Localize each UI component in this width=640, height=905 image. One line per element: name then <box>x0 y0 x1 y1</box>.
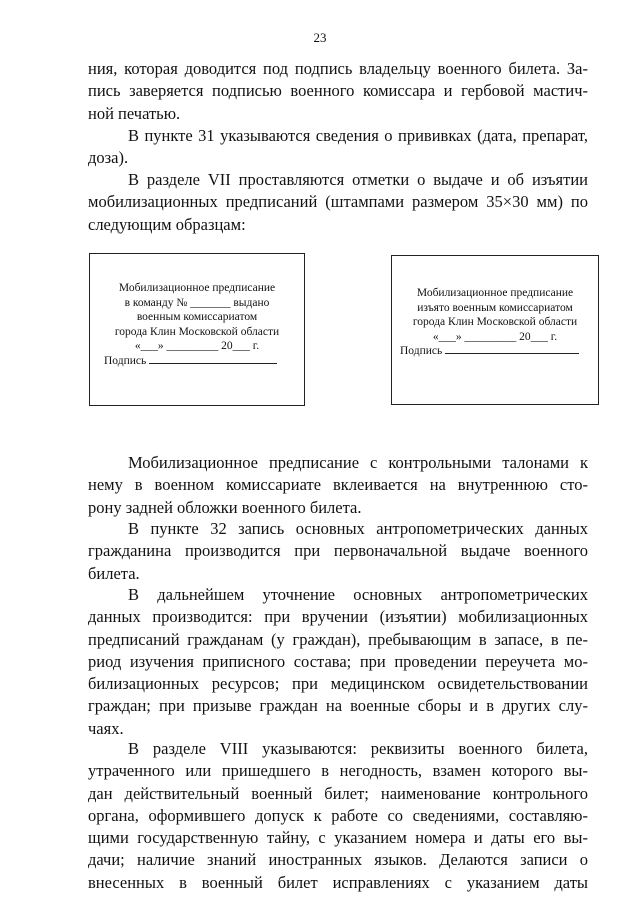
stamp-signature-row <box>90 354 304 369</box>
stamp-line: Мобилизационное предписание <box>118 282 276 294</box>
text-line: пись заверяется подписью военного комиссара и гербовой мастич- <box>88 81 588 101</box>
text-line: билизационных ресурсов; при медицинском освидетельствовании <box>88 674 588 694</box>
signature-label: Подпись <box>104 354 147 367</box>
signature-label: Подпись <box>400 345 443 357</box>
stamp-issue-sample <box>89 253 305 406</box>
signature-line <box>149 362 277 364</box>
paragraph-signature-note <box>88 58 588 125</box>
page-number: 23 <box>313 30 327 45</box>
stamp-line: изъято военным комиссариатом <box>417 301 573 314</box>
paragraph-anthropometric-update <box>88 584 588 740</box>
stamp-withdraw-sample <box>391 255 599 405</box>
text-line: рону задней обложки военного билета. <box>88 497 362 517</box>
text-line: ной печатью. <box>88 103 181 123</box>
text-line: следующим образцам: <box>88 214 246 234</box>
text-line: мобилизационных предписаний (штампами размером 35×30 мм) по <box>88 192 588 212</box>
text-line: доза). <box>88 148 129 168</box>
paragraph-vaccinations <box>88 125 588 170</box>
paragraph-section-vii <box>88 169 588 236</box>
stamp-line: в команду № _______ выдано <box>124 296 270 309</box>
text-line: гражданина производится при первоначальной выдаче военного <box>88 541 588 561</box>
stamp-signature-row <box>392 344 598 359</box>
stamp-line: города Клин Московской области <box>412 316 578 328</box>
stamp-line: военным комиссариатом <box>136 311 258 323</box>
text-line: В пункте 32 запись основных антропометрических данных <box>128 519 588 538</box>
text-line: граждан; при призыве граждан на военные сборы и в других слу- <box>88 696 588 716</box>
text-line: риод изучения приписного состава; при проведении переучета мо- <box>88 651 588 671</box>
text-line: Мобилизационное предписание с контрольными талонами к <box>128 453 588 472</box>
text-line: ния, которая доводится под подпись владельцу военного билета. За- <box>88 59 588 78</box>
text-line: В разделе VII проставляются отметки о выдаче и об изъятии <box>128 170 588 189</box>
text-line: нему в военном комиссариате вклеивается на внутреннюю сто- <box>88 475 588 495</box>
text-line: данных производится: при вручении (изъятии) мобилизационных <box>88 607 588 627</box>
stamp-line: города Клин Московской области <box>114 325 280 338</box>
text-line: дан действительный военный билет; наименование контрольного <box>88 783 588 803</box>
stamp-line: Мобилизационное предписание <box>416 287 574 299</box>
text-line: В разделе VIII указываются: реквизиты военного билета, <box>128 739 588 758</box>
stamp-line: «___» _________ 20___ г. <box>432 330 558 343</box>
text-line: билета. <box>88 563 140 583</box>
text-line: утраченного или пришедшего в негодность, взамен которого вы- <box>88 761 588 781</box>
paragraph-anthropometric-initial <box>88 518 588 585</box>
text-line: предписаний гражданам (у граждан), пребывающим в запасе, в пе- <box>88 629 588 649</box>
text-line: внесенных в военный билет исправлениях с указанием даты <box>88 872 588 892</box>
signature-line <box>445 352 579 354</box>
paragraph-section-viii <box>88 738 588 894</box>
text-line: органа, оформившего допуск к работе со сведениями, составляю- <box>88 805 588 825</box>
paragraph-mobilization-order <box>88 452 588 519</box>
text-line: дачи; наличие знаний иностранных языков. Делаются записи о <box>88 850 588 870</box>
text-line: В пункте 31 указываются сведения о прививках (дата, препарат, <box>128 126 588 145</box>
stamp-line: «___» _________ 20___ г. <box>134 340 260 352</box>
text-line: В дальнейшем уточнение основных антропометрических <box>128 585 588 604</box>
text-line: чаях. <box>88 718 124 738</box>
text-line: щими государственную тайну, с указанием номера и даты его вы- <box>88 828 588 848</box>
